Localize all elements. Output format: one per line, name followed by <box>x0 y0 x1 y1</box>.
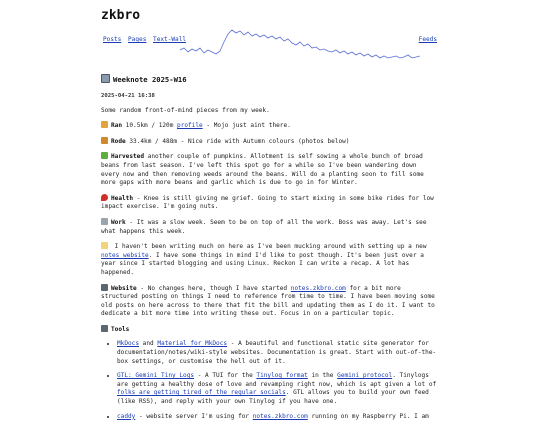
tools-heading: Tools <box>101 325 437 335</box>
office-building-icon <box>101 218 108 225</box>
laptop-icon <box>101 284 108 291</box>
tools-list <box>101 340 437 421</box>
post-title: Weeknote 2025-W16 <box>101 74 437 84</box>
post-intro: Some random front-of-mind pieces from my week. <box>101 106 270 114</box>
post-article <box>101 74 437 427</box>
material-mkdocs-link[interactable]: Material for MkDocs <box>157 340 228 348</box>
cycling-icon <box>101 137 108 144</box>
health-paragraph: Health - Knee is still giving me grief. Going to start mixing in some bike rides for low impact exercise. I'm going nuts. <box>101 194 434 211</box>
notes-website-link[interactable]: notes website <box>101 251 149 259</box>
caddy-link[interactable]: caddy <box>117 412 136 420</box>
nav-link-feeds[interactable]: Feeds <box>418 36 437 43</box>
notes-zkbro-link[interactable]: notes.zkbro.com <box>290 284 346 292</box>
site-title[interactable]: zkbro <box>101 8 141 23</box>
blood-drop-icon <box>101 194 108 201</box>
ran-paragraph: Ran 10.5km / 120m profile - Mojo just aint there. <box>101 121 437 131</box>
list-item: • GTL: Gemini Tiny Logs - A TUI for the Tinylog format in the Gemini protocol. Tinylogs are getting a healthy dose of love and revamping right now, which is apt given a lot of folks are getting tired of the regular socials. GTL allows you to build your own feed (like RSS), and reply with your own Tinylog if you have one. <box>117 372 437 406</box>
work-paragraph: Work - It was a slow week. Seem to be on top of all the work. Boss was away. Let's see what happens this week. <box>101 218 427 235</box>
calendar-icon <box>101 74 110 83</box>
harvested-paragraph: Harvested another couple of pumpkins. Allotment is self sowing a whole bunch of broad beans from last season. I've left this spot go for a while so I've been wandering down every now and then removing weeds around the beans. Will do a planting soon to fill some more gaps with more beans and garlic which is due to go in for Winter. <box>101 153 424 187</box>
nav-link-pages[interactable]: Pages <box>128 36 147 43</box>
nav-link-posts[interactable]: Posts <box>103 36 122 43</box>
website-paragraph: Website - No changes here, though I have started notes.zkbro.com for a bit more structured posting on things I need to reference from time to time. I have been moving some old posts on here across to there that fit the bill and updating them as I do it. I want to dedicate a bit more time into writing these out. Focus in on a particular topic. <box>101 284 435 318</box>
tinylog-format-link[interactable]: Tinylog format <box>256 372 308 380</box>
seedling-icon <box>101 152 108 159</box>
list-item: • caddy - website server I'm using for notes.zkbro.com running on my Raspberry Pi. I am <box>117 413 437 422</box>
list-item: • MkDocs and Material for MkDocs - A beautiful and functional static site generator for documentation/notes/wiki-style websites. Documentation is great. Start with out-of-the-box settings, or customise the hell out of it. <box>117 340 437 366</box>
profile-link[interactable]: profile <box>177 122 203 130</box>
memo-icon <box>101 242 108 249</box>
folks-tired-link[interactable]: folks are getting tired of the regular socials <box>117 389 286 397</box>
writing-paragraph: I haven't been writing much on here as I've been mucking around with setting up a new notes website. I have some things in mind I'd like to post though. It's been just over a year since I started blogging and using Linux. Reckon I can write a recap. A lot has happened. <box>101 243 427 276</box>
site-nav <box>103 36 437 46</box>
laptop-icon <box>101 325 108 332</box>
running-icon <box>101 121 108 128</box>
post-date: 2025-04-21 16:38 <box>101 93 155 99</box>
gtl-link[interactable]: GTL: Gemini Tiny Logs <box>117 372 195 380</box>
mkdocs-link[interactable]: MkDocs <box>117 340 140 348</box>
notes-zkbro-link-2[interactable]: notes.zkbro.com <box>252 412 308 420</box>
nav-link-text-wall[interactable]: Text-Wall <box>153 36 187 43</box>
gemini-protocol-link[interactable]: Gemini protocol <box>337 372 393 380</box>
rode-paragraph: Rode 33.4km / 488m - Nice ride with Autumn colours (photos below) <box>101 137 437 147</box>
